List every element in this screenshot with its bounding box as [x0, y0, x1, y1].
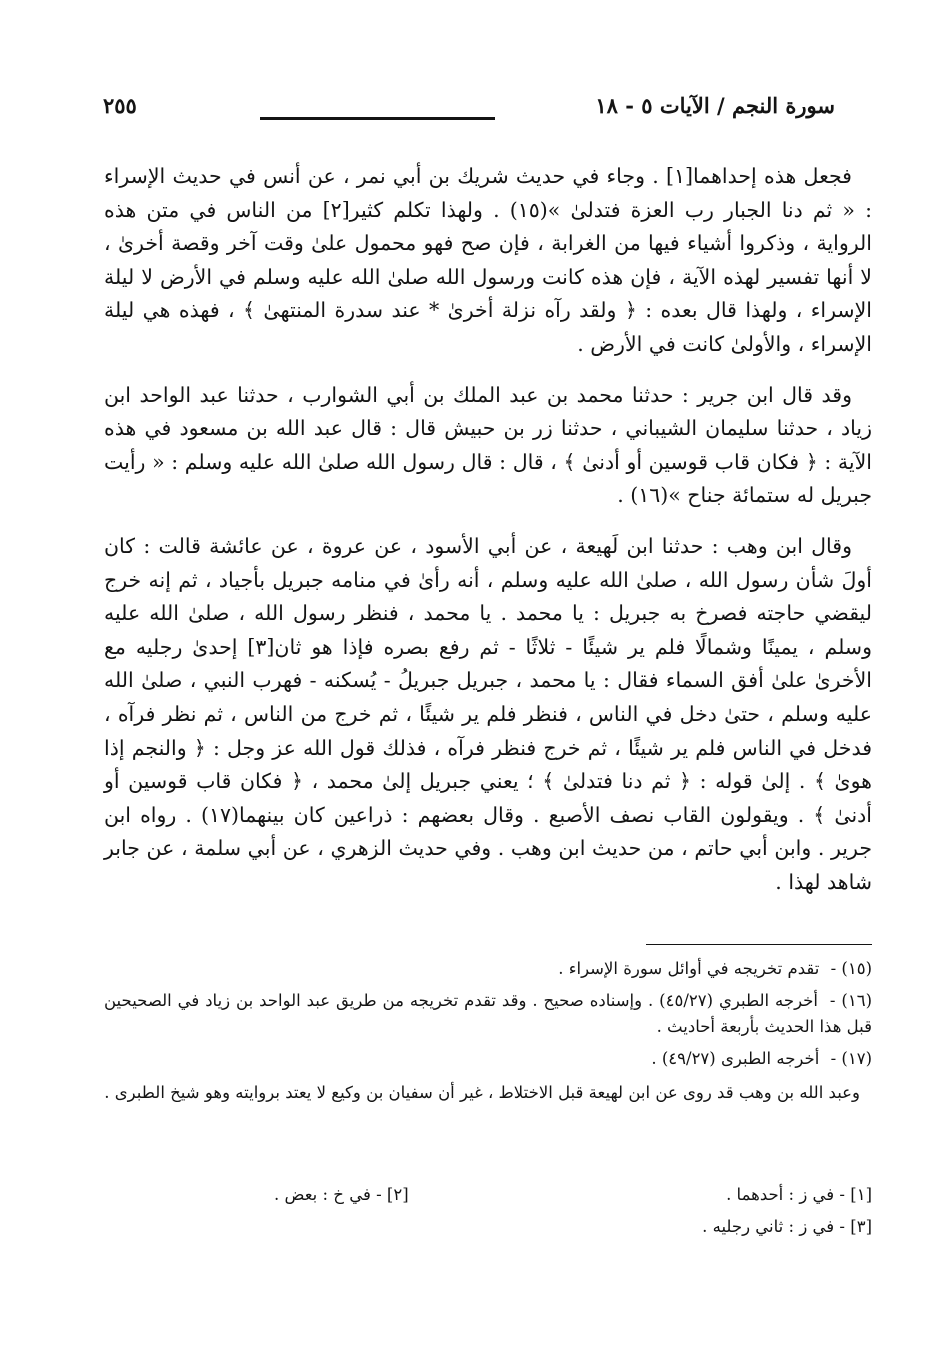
footnote-separator	[646, 944, 872, 945]
paragraph-2: وقد قال ابن جرير : حدثنا محمد بن عبد الملك بن أبي الشوارب ، حدثنا عبد الواحد ابن زياد ، حدثنا سليمان الشيباني ، حدثنا زر بن حبيش قال : قال عبد الله بن مسعود في هذه الآية : ﴿ فكان قاب قوسين أو أدنىٰ ﴾ ، قال : قال رسول الله صلىٰ الله عليه وسلم : « رأيت جبريل له ستمائة جناح »(١٦) .	[104, 382, 872, 508]
footnote-text: أخرجه الطبرى (٤٩/٢٧) .	[651, 1049, 820, 1068]
footnote-16	[104, 988, 872, 1040]
variant-row	[104, 1212, 872, 1244]
variant-note-3	[702, 1212, 872, 1242]
header-rule	[260, 117, 495, 120]
page-number: ٢٥٥	[103, 93, 137, 118]
variant-label: [٢] -	[376, 1185, 409, 1204]
variant-label: [٣] -	[839, 1217, 872, 1236]
variant-note-1	[726, 1180, 872, 1210]
footnote-17	[104, 1046, 872, 1072]
footnote-label: (١٧) -	[830, 1049, 872, 1068]
variant-notes	[104, 1180, 872, 1244]
variant-text: في ز : ثاني رجليه .	[702, 1217, 835, 1236]
footnote-label: (١٥) -	[830, 959, 872, 978]
variant-label: [١] -	[839, 1185, 872, 1204]
footnote-note: وعبد الله بن وهب قد روى عن ابن لهيعة قبل الاختلاط ، غير أن سفيان بن وكيع لا يعتد بروايته وهو شيخ الطبرى .	[104, 1083, 860, 1102]
footnote-text: تقدم تخريجه في أوائل سورة الإسراء .	[558, 959, 820, 978]
variant-text: في ز : أحدهما .	[726, 1185, 835, 1204]
footnote-15	[104, 956, 872, 982]
paragraph-3: وقال ابن وهب : حدثنا ابن لَهيعة ، عن أبي الأسود ، عن عروة ، عن عائشة قالت : كان أولَ شأن رسول الله ، صلىٰ الله عليه وسلم ، أنه رأىٰ في منامه جبريل بأجياد ، ثم إنه خرج ليقضي حاجته فصرخ به جبريل : يا محمد . يا محمد ، فنظر رسول الله ، صلىٰ الله عليه وسلم ، يمينًا وشمالًا فلم ير شيئًا - ثلاثًا - ثم رفع بصره فإذا هو ثان[٣] إحدىٰ رجليه مع الأخرىٰ علىٰ أفق السماء فقال : يا محمد ، جبريل جبريلُ - يُسكنه - فهرب النبي ، صلىٰ الله عليه وسلم ، حتىٰ دخل في الناس ، فنظر فلم ير شيئًا ، ثم خرج من الناس ، ثم نظر فرآه ، فدخل في الناس فلم ير شيئًا ، ثم خرج فنظر فرآه ، فذلك قول الله عز وجل : ﴿ والنجم إذا هوىٰ ﴾ . إلىٰ قوله : ﴿ ثم دنا فتدلىٰ ﴾ ؛ يعني جبريل إلىٰ محمد ، ﴿ فكان قاب قوسين أو أدنىٰ ﴾ . ويقولون القاب نصف الأصبع . وقال بعضهم : ذراعين كان بينهما(١٧) . رواه ابن جرير . وابن أبي حاتم ، من حديث ابن وهب . وفي حديث الزهري ، عن أبي سلمة ، عن جابر شاهد لهذا .	[104, 533, 872, 894]
variant-row	[104, 1180, 872, 1212]
variant-note-2	[274, 1180, 409, 1210]
variant-text: في خ : بعض .	[274, 1185, 371, 1204]
page-header	[95, 93, 835, 127]
footnote-label: (١٦) -	[829, 991, 873, 1010]
main-text	[104, 160, 872, 899]
footnotes	[104, 956, 872, 1120]
footnote-text: أخرجه الطبري (٤٥/٢٧) . وإسناده صحيح . وقد تقدم تخريجه من طريق عبد الواحد بن زياد في الصحيحين قبل هذا الحديث بأربعة أحاديث .	[104, 991, 872, 1036]
paragraph-1: فجعل هذه إحداهما[١] . وجاء في حديث شريك بن أبي نمر ، عن أنس في حديث الإسراء : « ثم دنا الجبار رب العزة فتدلىٰ »(١٥) . ولهذا تكلم كثير[٢] من الناس في متن هذه الرواية ، وذكروا أشياء فيها من الغرابة ، فإن صح فهو محمول علىٰ وقت آخر وقصة أخرىٰ ، لا أنها تفسير لهذه الآية ، فإن هذه كانت ورسول الله صلىٰ الله عليه وسلم في الأرض لا ليلة الإسراء ، ولهذا قال بعده : ﴿ ولقد رآه نزلة أخرىٰ * عند سدرة المنتهىٰ ﴾ ، فهذه هي ليلة الإسراء ، والأولىٰ كانت في الأرض .	[104, 164, 872, 356]
running-title: سورة النجم / الآيات ٥ - ١٨	[595, 93, 835, 118]
